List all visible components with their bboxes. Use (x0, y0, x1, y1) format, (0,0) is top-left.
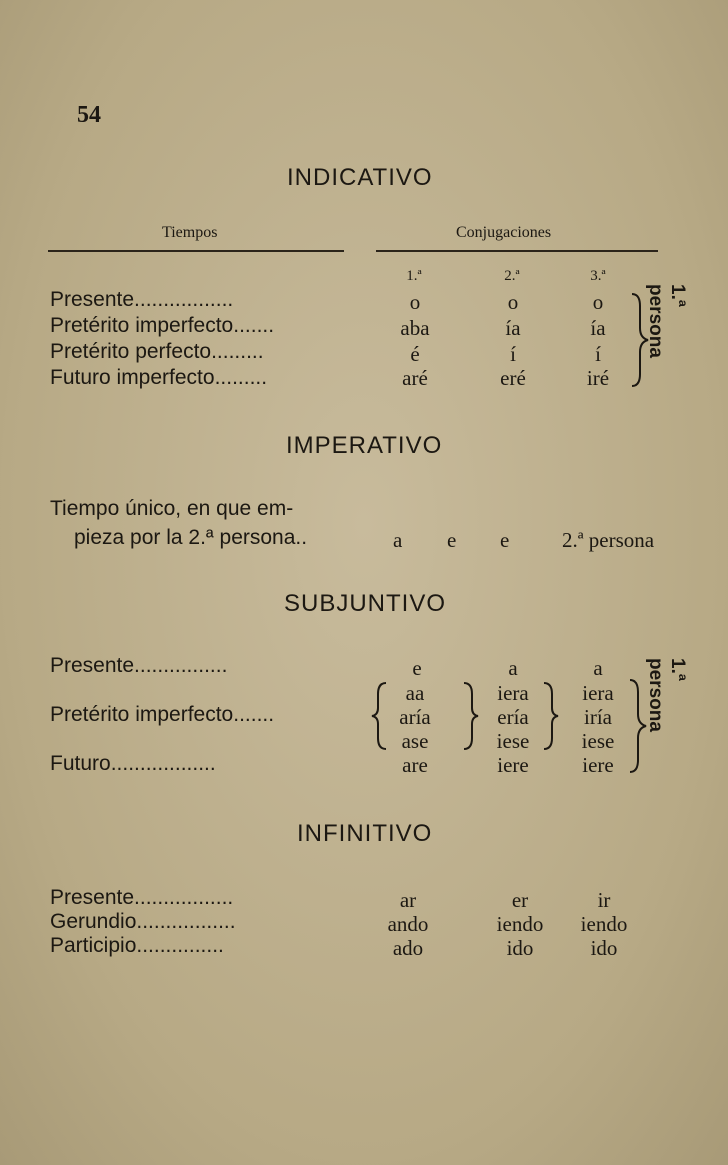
row-label: Futuro imperfecto......... (50, 366, 268, 389)
imperfecto-right-brace-1 (460, 680, 480, 752)
subj-futuro-c2: iere (497, 753, 529, 777)
imperfecto-right-brace-2 (540, 680, 560, 752)
ending-c1: é (410, 342, 420, 366)
subj-imperfecto-c1-c: ase (401, 729, 429, 753)
ending-c2: o (507, 290, 519, 314)
subj-imperfecto-c2-c: iese (496, 729, 530, 753)
ending-c3: ido (590, 936, 618, 960)
subj-imperfecto-c3-c: iese (581, 729, 615, 753)
subj-presente-c3: a (593, 656, 603, 680)
row-label: Pretérito perfecto......... (50, 340, 264, 363)
ending-c3: o (592, 290, 604, 314)
subj-imperfecto-c3-b: iría (584, 705, 612, 729)
conjugaciones-rule (376, 250, 658, 252)
subj-imperfecto-c2-a: iera (497, 681, 529, 705)
ordinal-1: 1.ª (406, 268, 422, 284)
ending-c2: ía (505, 316, 521, 340)
subj-imperfecto-c1-b: aría (399, 705, 431, 729)
ending-c3: iré (586, 366, 610, 390)
ending-c2: iendo (496, 912, 544, 936)
subj-imperfecto-label: Pretérito imperfecto....... (50, 703, 275, 726)
subj-imperfecto-c1-a: aa (405, 681, 425, 705)
row-label: Presente................. (50, 288, 234, 311)
ending-c2: ido (506, 936, 534, 960)
imperativo-ending-c3: e (500, 528, 510, 552)
ending-c1: ando (387, 912, 429, 936)
subjuntivo-title: SUBJUNTIVO (284, 590, 447, 617)
imperativo-line2: pieza por la 2.ª persona.. (74, 526, 308, 549)
ending-c3: í (595, 342, 601, 366)
page-number: 54 (77, 102, 101, 128)
subj-imperfecto-c2-b: ería (497, 705, 529, 729)
imperativo-ending-c2: e (447, 528, 457, 552)
ending-c1: aré (402, 366, 428, 390)
ending-c3: iendo (580, 912, 628, 936)
subj-presente-label: Presente................ (50, 654, 228, 677)
subj-imperfecto-c3-a: iera (582, 681, 614, 705)
ordinal-2: 2.ª (504, 268, 520, 284)
row-label: Gerundio................. (50, 910, 236, 933)
tiempos-header: Tiempos (162, 224, 218, 241)
ending-c1: ado (392, 936, 424, 960)
row-label: Presente................. (50, 886, 234, 909)
row-label: Participio............... (50, 934, 224, 957)
infinitivo-title: INFINITIVO (297, 820, 433, 847)
imperativo-ending-c1: a (393, 528, 403, 552)
imperativo-title: IMPERATIVO (286, 432, 443, 459)
indicativo-persona-label: 1.ª persona (645, 284, 688, 358)
ending-c3: ía (590, 316, 606, 340)
tiempos-rule (48, 250, 344, 252)
ending-c2: eré (500, 366, 526, 390)
imperativo-line1: Tiempo único, en que em- (50, 497, 294, 520)
subj-presente-c1: e (412, 656, 422, 680)
subj-presente-c2: a (508, 656, 518, 680)
subj-futuro-c1: are (402, 753, 428, 777)
ending-c1: ar (399, 888, 417, 912)
ending-c2: í (510, 342, 516, 366)
conjugaciones-header: Conjugaciones (456, 224, 552, 241)
subjuntivo-persona-label: 1.ª persona (645, 658, 688, 732)
ending-c3: ir (597, 888, 611, 912)
ending-c1: o (409, 290, 421, 314)
imperativo-persona: 2.ª persona (562, 528, 655, 552)
ending-c1: aba (400, 316, 430, 340)
indicativo-title: INDICATIVO (287, 164, 433, 191)
ending-c2: er (511, 888, 529, 912)
ordinal-3: 3.ª (590, 268, 606, 284)
subj-futuro-c3: iere (582, 753, 614, 777)
row-label: Pretérito imperfecto....... (50, 314, 275, 337)
subj-futuro-label: Futuro.................. (50, 752, 216, 775)
